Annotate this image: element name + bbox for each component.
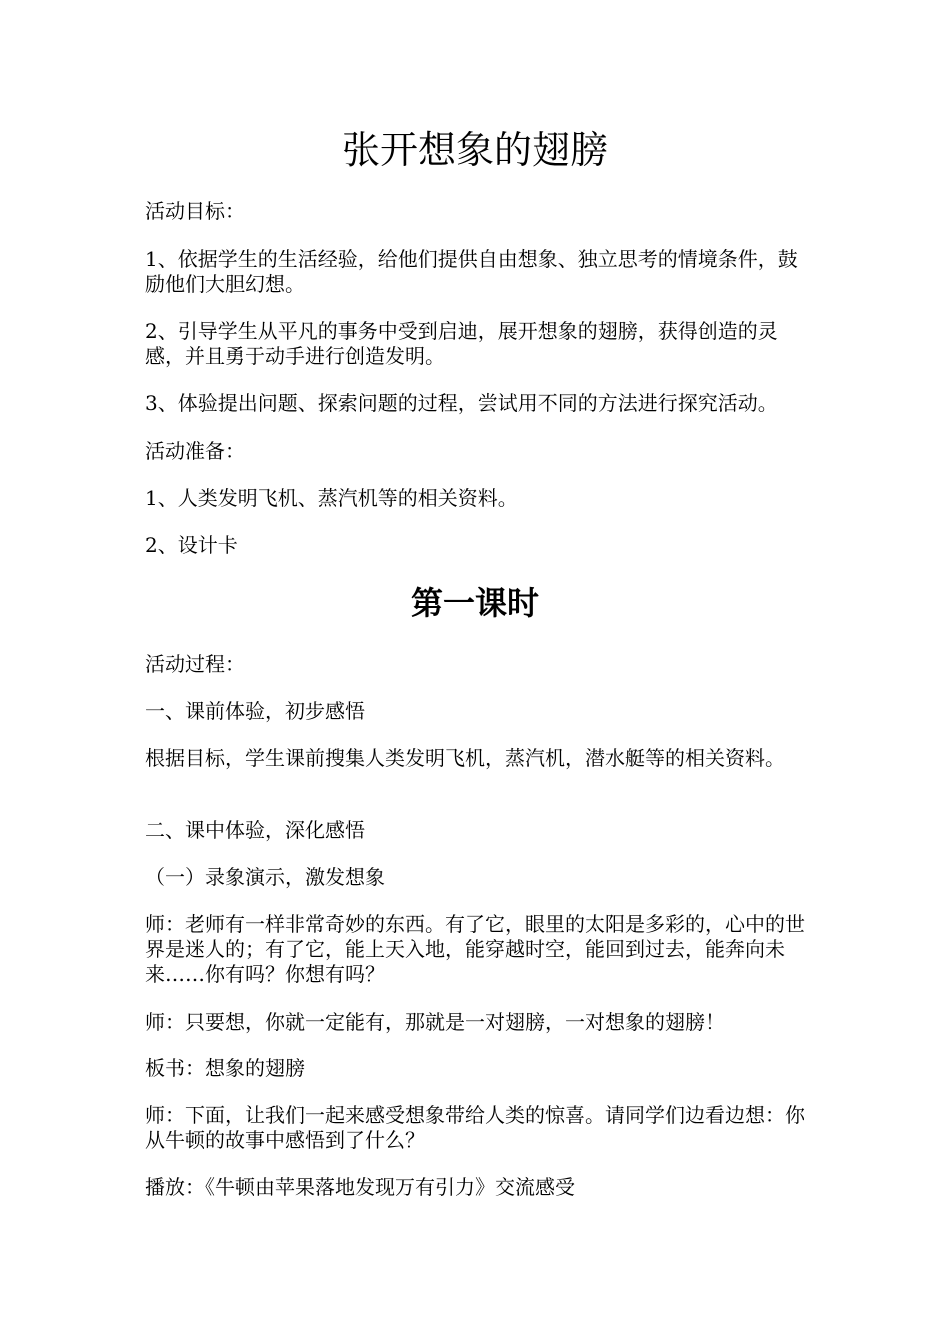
process-step-1-text: 根据目标，学生课前搜集人类发明飞机，蒸汽机，潜水艇等的相关资料。 bbox=[145, 746, 785, 770]
section-label-activity-process: 活动过程： bbox=[145, 652, 245, 676]
section-label-activity-goals: 活动目标： bbox=[145, 199, 245, 223]
teacher-dialogue-2: 师：只要想，你就一定能有，那就是一对翅膀，一对想象的翅膀！ bbox=[145, 1010, 725, 1034]
section-label-activity-preparation: 活动准备： bbox=[145, 439, 245, 463]
lesson-heading: 第一课时 bbox=[410, 584, 539, 622]
board-writing: 板书：想象的翅膀 bbox=[145, 1056, 305, 1080]
teacher-dialogue-1: 师：老师有一样非常奇妙的东西。有了它，眼里的太阳是多彩的，心中的世界是迷人的；有了它，能上天入地，能穿越时空，能回到过去，能奔向未来……你有吗？你想有吗？ bbox=[145, 912, 805, 986]
process-step-2-heading: 二、课中体验，深化感悟 bbox=[145, 818, 365, 842]
preparation-item-2: 2、设计卡 bbox=[145, 533, 238, 557]
process-step-1-heading: 一、课前体验，初步感悟 bbox=[145, 699, 365, 723]
video-playback-note: 播放：《牛顿由苹果落地发现万有引力》交流感受 bbox=[145, 1175, 575, 1199]
goal-item-1: 1、依据学生的生活经验，给他们提供自由想象、独立思考的情境条件，鼓励他们大胆幻想。 bbox=[145, 247, 798, 296]
process-substep-1-heading: （一）录象演示，激发想象 bbox=[145, 865, 385, 889]
preparation-item-1: 1、人类发明飞机、蒸汽机等的相关资料。 bbox=[145, 486, 518, 510]
document-title: 张开想象的翅膀 bbox=[341, 128, 608, 172]
teacher-dialogue-3: 师：下面，让我们一起来感受想象带给人类的惊喜。请同学们边看边想：你从牛顿的故事中感悟到了什么？ bbox=[145, 1103, 805, 1152]
goal-item-3: 3、体验提出问题、探索问题的过程，尝试用不同的方法进行探究活动。 bbox=[145, 391, 778, 415]
goal-item-2: 2、引导学生从平凡的事务中受到启迪，展开想象的翅膀，获得创造的灵感，并且勇于动手进行创造发明。 bbox=[145, 319, 778, 368]
